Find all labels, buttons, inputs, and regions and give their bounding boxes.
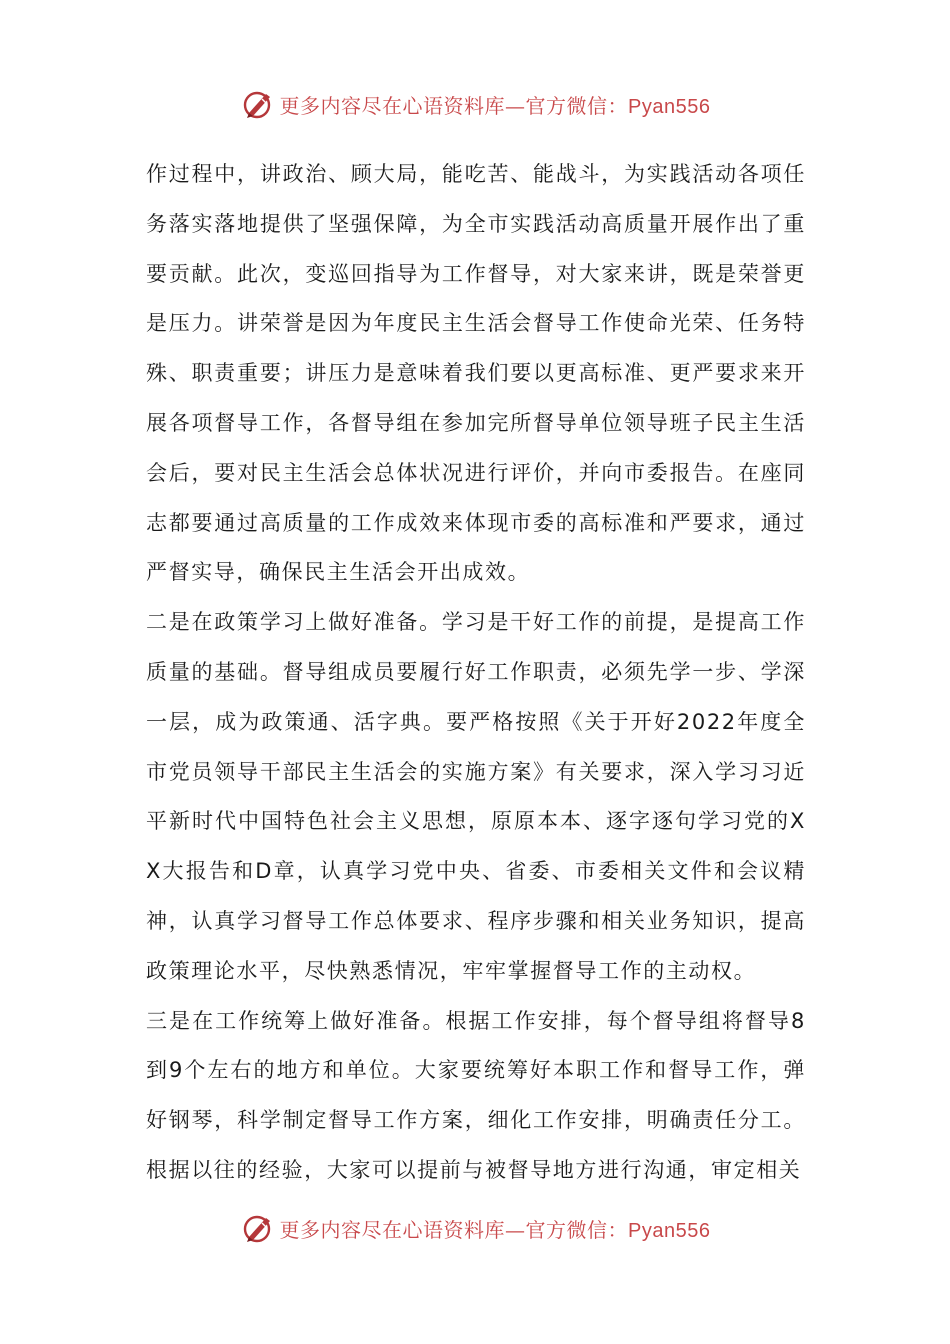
wechat-id: Pyan556 xyxy=(628,1219,711,1242)
pen-logo-icon xyxy=(240,86,276,122)
banner-text: 更多内容尽在心语资料库—官方微信：Pyan556 xyxy=(279,1217,711,1242)
paragraph: 作过程中，讲政治、顾大局，能吃苦、能战斗，为实践活动各项任务落实落地提供了坚强保障，为全市实践活动高质量开展作出了重要贡献。此次，变巡回指导为工作督导，对大家来讲，既是荣誉更是压力。讲荣誉是因为年度民主生活会督导工作使命光荣、任务特殊、职责重要；讲压力是意味着我们要以更高标准、更严要求来开展各项督导工作，各督导组在参加完所督导单位领导班子民主生活会后，要对民主生活会总体状况进行评价，并向市委报告。在座同志都要通过高质量的工作成效来体现市委的高标准和严要求，通过严督实导，确保民主生活会开出成效。 xyxy=(146,162,806,585)
document-body xyxy=(146,150,806,1190)
footer-banner xyxy=(0,1206,950,1250)
wechat-id: Pyan556 xyxy=(628,95,711,118)
paragraph: 三是在工作统筹上做好准备。根据工作安排，每个督导组将督导8到9个左右的地方和单位。大家要统筹好本职工作和督导工作，弹好钢琴，科学制定督导工作方案，细化工作安排，明确责任分工。根据以往的经验，大家可以提前与被督导地方进行沟通，审定相关 xyxy=(146,1008,806,1182)
pen-logo-icon xyxy=(240,1210,276,1246)
banner-text: 更多内容尽在心语资料库—官方微信：Pyan556 xyxy=(279,93,711,118)
header-banner xyxy=(0,82,950,126)
paragraph: 二是在政策学习上做好准备。学习是干好工作的前提，是提高工作质量的基础。督导组成员要履行好工作职责，必须先学一步、学深一层，成为政策通、活字典。要严格按照《关于开好2022年度全市党员领导干部民主生活会的实施方案》有关要求，深入学习习近平新时代中国特色社会主义思想，原原本本、逐字逐句学习党的XX大报告和D章，认真学习党中央、省委、市委相关文件和会议精神，认真学习督导工作总体要求、程序步骤和相关业务知识，提高政策理论水平，尽快熟悉情况，牢牢掌握督导工作的主动权。 xyxy=(146,610,806,983)
